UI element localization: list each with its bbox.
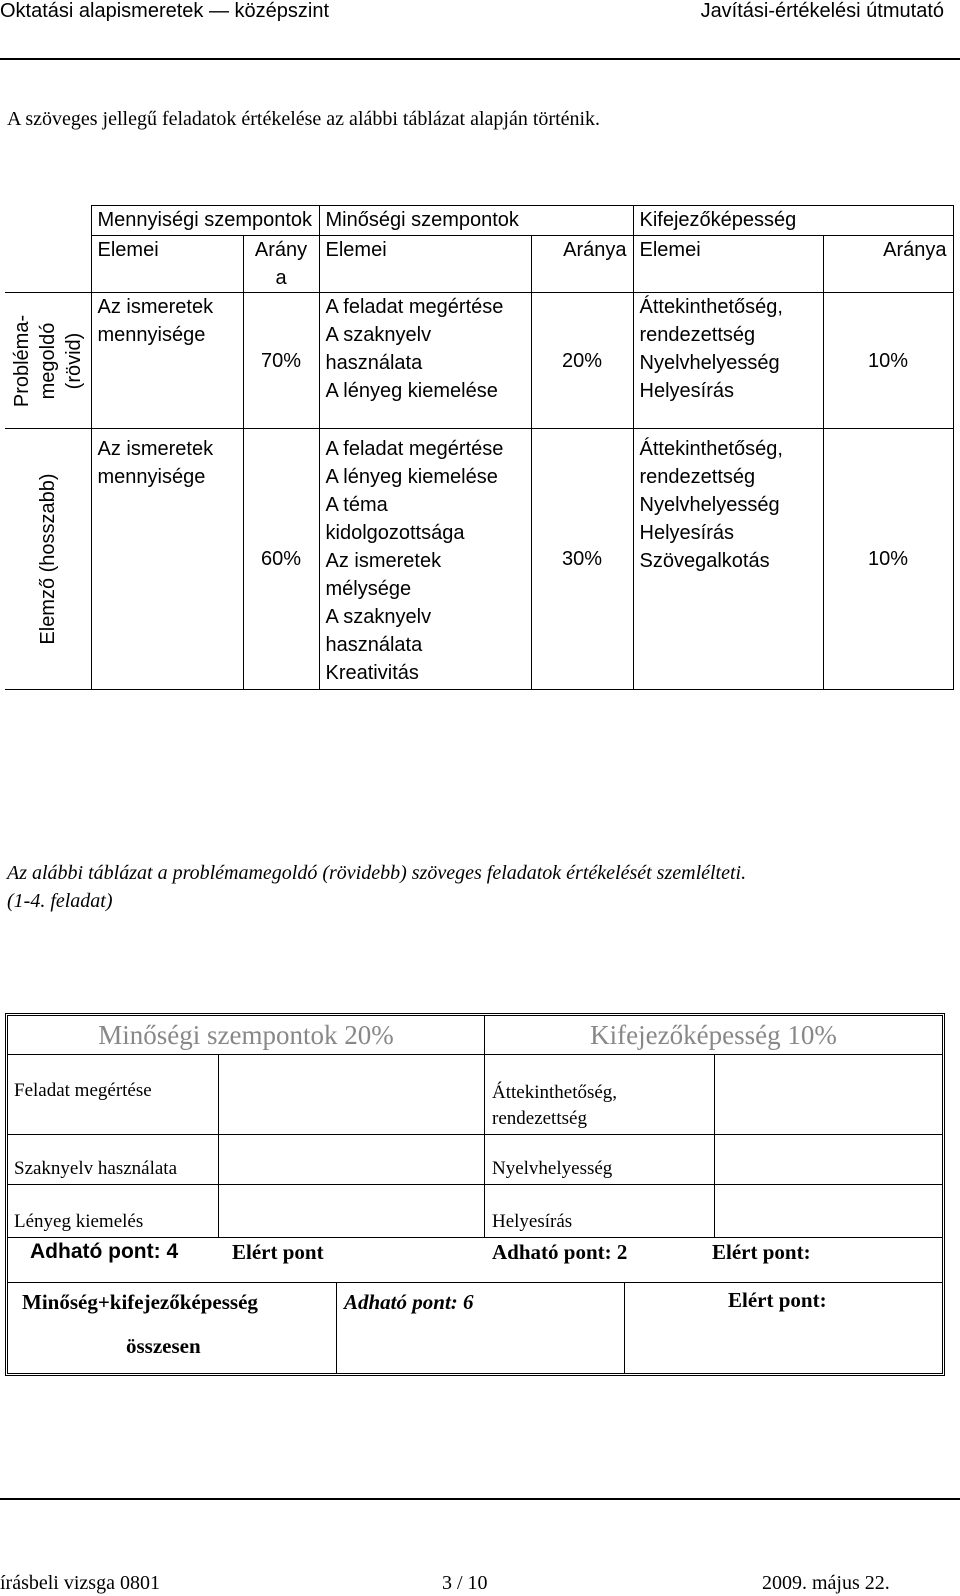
adhato-pont-right: Adható pont: 2	[492, 1240, 628, 1264]
quality-ratio-1: 20%	[531, 293, 633, 429]
group-header-quality: Minőségi szempontok	[319, 206, 633, 236]
expression-elements-1: Áttekinthetőség, rendezettség Nyelvhelyesség Helyesírás	[633, 293, 823, 429]
sub-header-aranya-3: Aránya	[823, 236, 953, 293]
sub-header-elemei-3: Elemei	[633, 236, 823, 293]
caption-line-2: (1-4. feladat)	[7, 890, 113, 912]
elert-pont-right: Elért pont:	[712, 1240, 811, 1264]
footer-center: 3 / 10	[442, 1572, 488, 1594]
sub-header-aranya-2: Aránya	[531, 236, 633, 293]
sub-header-elemei-1: Elemei	[91, 236, 243, 293]
sub-header-arany: Arány a	[243, 236, 319, 293]
item-feladat-megertese: Feladat megértése	[14, 1080, 152, 1101]
sub-header-elemei-2: Elemei	[319, 236, 531, 293]
divider	[218, 1055, 219, 1237]
evaluation-table	[5, 205, 954, 690]
quantity-ratio-2: 60%	[243, 429, 319, 690]
expression-elements-2: Áttekinthetőség, rendezettség Nyelvhelyesség Helyesírás Szövegalkotás	[633, 429, 823, 690]
header-right: Javítási-értékelési útmutató	[700, 0, 944, 22]
elert-pont-left: Elért pont	[232, 1240, 324, 1264]
divider	[8, 1134, 942, 1135]
expression-ratio-2: 10%	[823, 429, 953, 690]
head-expression: Kifejezőképesség 10%	[485, 1016, 942, 1055]
expression-ratio-1: 10%	[823, 293, 953, 429]
divider	[624, 1282, 625, 1373]
header-left: Oktatási alapismeretek — középszint	[0, 0, 330, 22]
header-rule	[0, 58, 960, 60]
intro-text: A szöveges jellegű feladatok értékelése az alábbi táblázat alapján történik.	[7, 108, 601, 130]
quantity-elements-1: Az ismeretek mennyisége	[91, 293, 243, 429]
item-lenyeg: Lényeg kiemelés	[14, 1211, 144, 1232]
item-szaknyelv: Szaknyelv használata	[14, 1158, 178, 1179]
group-header-expression: Kifejezőképesség	[633, 206, 953, 236]
quantity-elements-2: Az ismeretek mennyisége	[91, 429, 243, 690]
footer-rule	[0, 1498, 960, 1500]
quantity-ratio-1: 70%	[243, 293, 319, 429]
total-label-line1: Minőség+kifejezőképesség	[22, 1290, 258, 1314]
quality-elements-2: A feladat megértése A lényeg kiemelése A téma kidolgozottsága Az ismeretek mélysége A szaknyelv használata Kreativitás	[319, 429, 531, 690]
total-label-line2: összesen	[126, 1334, 201, 1358]
item-helyesiras: Helyesírás	[492, 1211, 573, 1232]
divider	[714, 1055, 715, 1237]
head-quality: Minőségi szempontok 20%	[8, 1016, 485, 1055]
divider	[8, 1282, 942, 1283]
row-label-elemzo: Elemző (hosszabb)	[5, 429, 91, 690]
footer-left: írásbeli vizsga 0801	[0, 1572, 160, 1594]
quality-elements-1: A feladat megértése A szaknyelv használata A lényeg kiemelése	[319, 293, 531, 429]
scoring-table	[5, 1013, 945, 1376]
footer-right: 2009. május 22.	[762, 1572, 890, 1594]
item-nyelvhelyesseg: Nyelvhelyesség	[492, 1158, 613, 1179]
item-attekinthetoseg: Áttekinthetőség, rendezettség	[492, 1082, 618, 1129]
caption-line-1: Az alábbi táblázat a problémamegoldó (rövidebb) szöveges feladatok értékelését szemlélteti.	[7, 862, 747, 884]
quality-ratio-2: 30%	[531, 429, 633, 690]
divider	[8, 1237, 942, 1238]
divider	[484, 1055, 485, 1237]
total-adhato: Adható pont: 6	[344, 1290, 474, 1314]
total-elert: Elért pont:	[728, 1288, 827, 1312]
adhato-pont-left: Adható pont: 4	[30, 1240, 179, 1263]
divider	[8, 1184, 942, 1185]
divider	[336, 1282, 337, 1373]
group-header-quantity: Mennyiségi szempontok	[91, 206, 319, 236]
row-label-problemamegoldo: Probléma- megoldó (rövid)	[5, 293, 91, 429]
